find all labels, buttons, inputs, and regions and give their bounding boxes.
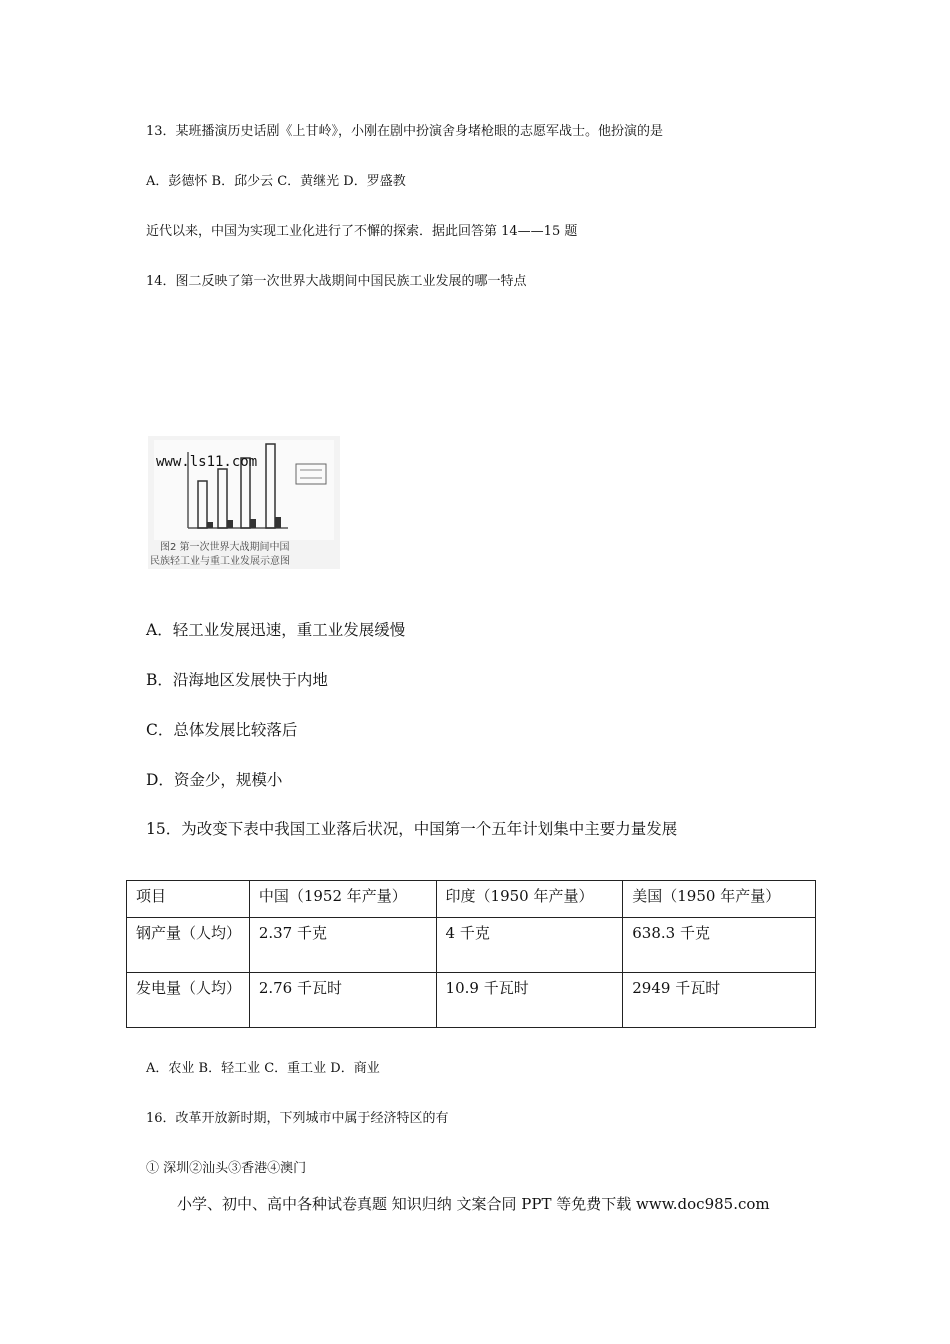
table-header-cell: 美国（1950 年产量） [623,881,816,918]
figure-caption-line2: 民族轻工业与重工业发展示意图 [150,556,290,567]
section-intro: 近代以来，中国为实现工业化进行了不懈的探索．据此回答第 14——15 题 [146,224,578,239]
question-14-option-b: B．沿海地区发展快于内地 [146,671,328,689]
question-15-options: A．农业 B．轻工业 C．重工业 D．商业 [146,1061,380,1076]
figure-watermark: www.ls11.com [156,454,258,470]
table-cell: 4 千克 [436,918,623,973]
table-header-cell: 项目 [127,881,250,918]
question-14: 14．图二反映了第一次世界大战期间中国民族工业发展的哪一特点 [146,274,527,289]
table-cell: 2.37 千克 [249,918,436,973]
question-14-option-d: D．资金少，规模小 [146,771,283,789]
table-cell: 10.9 千瓦时 [436,973,623,1028]
table-cell: 638.3 千克 [623,918,816,973]
question-13-options: A．彭德怀 B．邱少云 C．黄继光 D．罗盛教 [146,174,406,189]
table-row [127,973,816,1028]
figure-caption-line1: 图2 第一次世界大战期间中国 [160,542,290,553]
industry-comparison-table [126,880,816,1028]
table-row [127,918,816,973]
table-header-row [127,881,816,918]
table-header-cell: 印度（1950 年产量） [436,881,623,918]
question-16: 16．改革开放新时期，下列城市中属于经济特区的有 [146,1111,449,1126]
question-16-items: ① 深圳②汕头③香港④澳门 [146,1161,307,1176]
figure-industry-chart [148,436,340,569]
table-cell: 2.76 千瓦时 [249,973,436,1028]
table-cell: 发电量（人均） [127,973,250,1028]
table-cell: 钢产量（人均） [127,918,250,973]
table-cell: 2949 千瓦时 [623,973,816,1028]
question-14-option-c: C．总体发展比较落后 [146,721,298,739]
footer-ad: 小学、初中、高中各种试卷真题 知识归纳 文案合同 PPT 等免费下载 www.doc985.com [177,1195,770,1213]
question-15: 15．为改变下表中我国工业落后状况，中国第一个五年计划集中主要力量发展 [146,820,678,838]
table-header-cell: 中国（1952 年产量） [249,881,436,918]
question-14-option-a: A．轻工业发展迅速，重工业发展缓慢 [146,621,406,639]
question-13: 13．某班播演历史话剧《上甘岭》，小刚在剧中扮演舍身堵枪眼的志愿军战士。他扮演的是 [146,124,664,139]
